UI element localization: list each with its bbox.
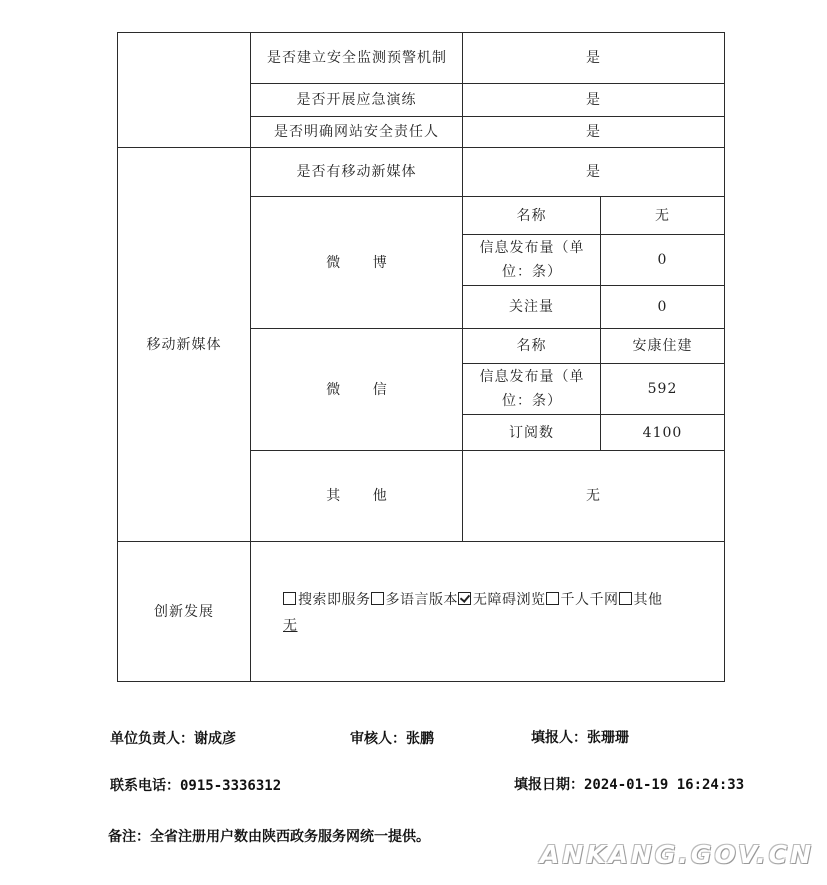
weibo-posts-value: 0 — [657, 252, 668, 268]
innovation-options — [283, 587, 723, 639]
wechat-posts-label: 信息发布量（单位：条） — [479, 369, 585, 409]
checkbox-icon[interactable] — [371, 592, 384, 605]
contact-phone: 联系电话：0915-3336312 — [110, 778, 282, 794]
other-media-label: 其 他 — [326, 488, 401, 504]
wechat-name-value: 安康住建 — [632, 338, 693, 354]
innovation-option-search[interactable]: 搜索即服务 — [283, 592, 371, 608]
weibo-name-value: 无 — [655, 207, 670, 224]
innovation-option-accessibility[interactable]: 无障碍浏览 — [458, 592, 546, 608]
innovation-option-multilang[interactable]: 多语言版本 — [371, 592, 459, 608]
innovation-label: 创新发展 — [154, 603, 214, 620]
footnote: 备注：全省注册用户数由陕西政务服务网统一提供。 — [108, 829, 430, 845]
responsible-label: 是否明确网站安全责任人 — [274, 124, 439, 140]
checkbox-checked-icon[interactable] — [458, 592, 471, 605]
drill-value: 是 — [586, 92, 601, 108]
drill-label: 是否开展应急演练 — [296, 92, 417, 108]
responsible-value: 是 — [586, 124, 601, 140]
has-media-label: 是否有移动新媒体 — [296, 164, 417, 180]
monitoring-value: 是 — [586, 49, 601, 66]
site-watermark: ANKANG.GOV.CN — [540, 840, 815, 869]
mobile-section-label: 移动新媒体 — [146, 336, 222, 353]
weibo-followers-label: 关注量 — [509, 299, 554, 315]
innovation-option-other[interactable]: 其他 — [619, 592, 663, 608]
filler: 填报人：张珊珊 — [531, 730, 629, 746]
weibo-name-label: 名称 — [516, 207, 547, 224]
reviewer: 审核人：张鹏 — [350, 731, 434, 747]
other-media-value: 无 — [586, 488, 601, 504]
checkbox-icon[interactable] — [619, 592, 632, 605]
checkbox-icon[interactable] — [546, 592, 559, 605]
monitoring-label: 是否建立安全监测预警机制 — [267, 49, 447, 66]
wechat-subscribers-value: 4100 — [642, 424, 683, 441]
has-media-value: 是 — [586, 164, 601, 180]
unit-head: 单位负责人：谢成彦 — [110, 731, 236, 747]
innovation-option-personalized[interactable]: 千人千网 — [546, 592, 619, 608]
wechat-label: 微 信 — [326, 381, 401, 398]
wechat-name-label: 名称 — [516, 338, 547, 354]
weibo-followers-value: 0 — [657, 299, 668, 315]
innovation-other-text: 无 — [283, 618, 298, 634]
wechat-posts-value: 592 — [647, 381, 678, 397]
checkbox-icon[interactable] — [283, 592, 296, 605]
fill-date: 填报日期：2024-01-19 16:24:33 — [514, 777, 745, 793]
report-table — [117, 32, 725, 682]
weibo-label: 微 博 — [326, 254, 401, 271]
wechat-subscribers-label: 订阅数 — [509, 424, 554, 441]
weibo-posts-label: 信息发布量（单位：条） — [479, 240, 585, 280]
